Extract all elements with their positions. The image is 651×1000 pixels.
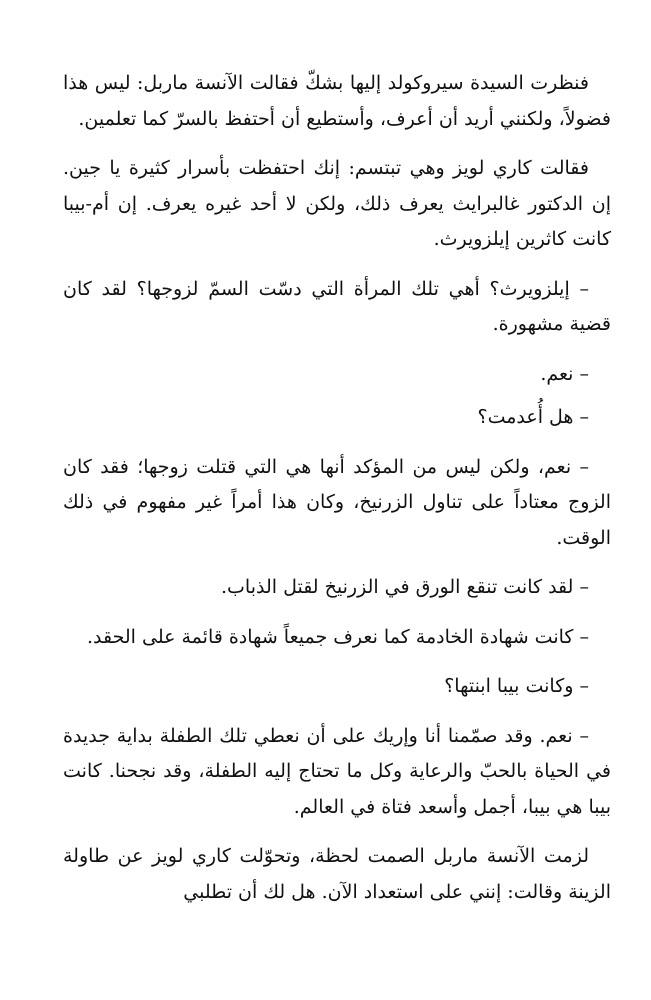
paragraph: – نعم. وقد صمّمنا أنا وإريك على أن نعطي تلك الطفلة بداية جديدة في الحياة بالحبّ والرعاية وكل ما تحتاج إليه الطفلة، وقد نجحنا. كانت بيبا هي بيبا، أجمل وأسعد فتاة في العالم. <box>63 724 611 818</box>
paragraph: – نعم. <box>540 362 589 385</box>
paragraph: – نعم، ولكن ليس من المؤكد أنها هي التي قتلت زوجها؛ فقد كان الزوج معتاداً على تناول الزرنيخ، وكان هذا أمراً غير مفهوم في ذلك الوقت. <box>63 455 611 549</box>
paragraph: – هل أُعدمت؟ <box>477 406 589 428</box>
paragraph: – إيلزويرث؟ أهي تلك المرأة التي دسّت السمّ لزوجها؟ لقد كان قضية مشهورة. <box>63 277 611 335</box>
paragraph: – وكانت بيبا ابنتها؟ <box>444 675 589 697</box>
paragraph: فقالت كاري لويز وهي تبتسم: إنك احتفظت بأسرار كثيرة يا جين. إن الدكتور غالبرايث يعرف ذلك، ولكن لا أحد غيره يعرف. إن أم-بيبا كانت كاثرين إيلزويرث. <box>63 157 611 250</box>
paragraph: – لقد كانت تنقع الورق في الزرنيخ لقتل الذباب. <box>220 576 589 598</box>
paragraph: لزمت الآنسة ماربل الصمت لحظة، وتحوّلت كاري لويز عن طاولة الزينة وقالت: إنني على استعداد الآن. هل لك أن تطلبي <box>63 845 611 903</box>
paragraph: فنظرت السيدة سيروكولد إليها بشكّ فقالت الآنسة ماربل: ليس هذا فضولاً، ولكنني أريد أن أعرف، وأستطيع أن أحتفظ بالسرّ كما تعلمين. <box>63 72 611 130</box>
paragraph: – كانت شهادة الخادمة كما نعرف جميعاً شهادة قائمة على الحقد. <box>86 625 589 648</box>
book-page <box>63 66 611 924</box>
